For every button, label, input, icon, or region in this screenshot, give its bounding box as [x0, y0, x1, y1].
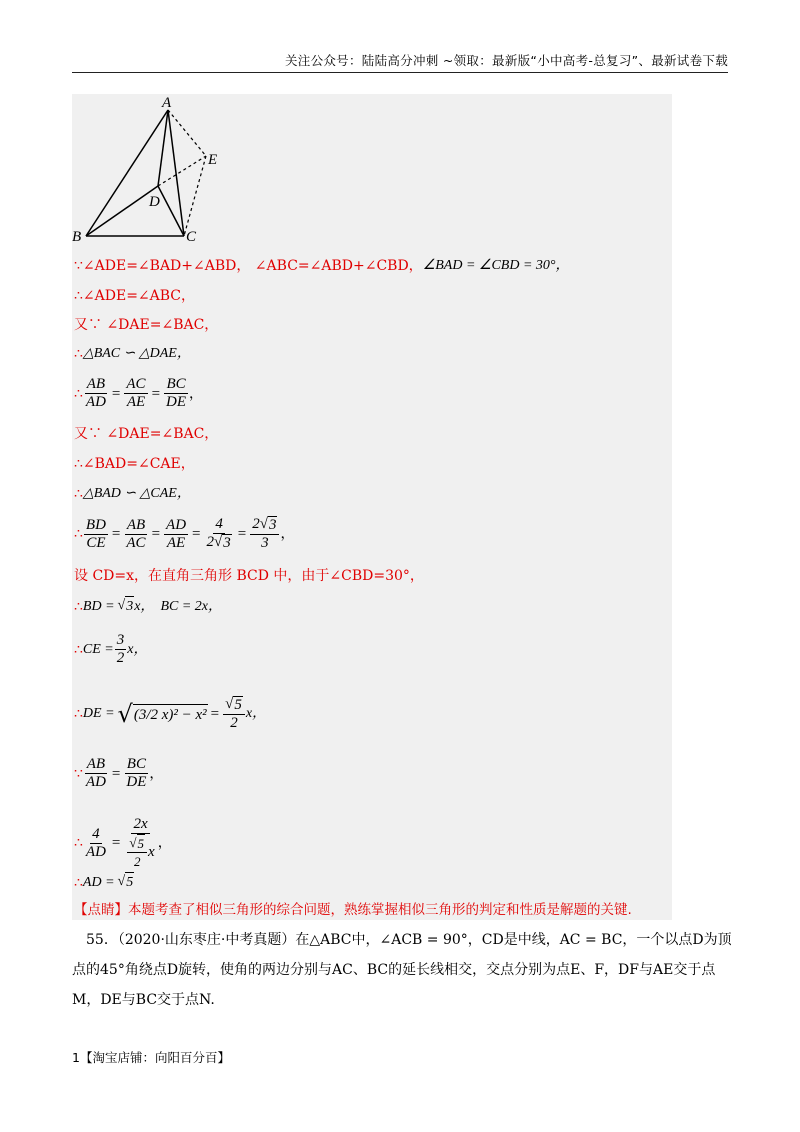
- header-text: 关注公众号：陆陆高分冲刺 ~领取：最新版“小中高考-总复习”、最新试卷下载: [284, 53, 728, 68]
- therefore-symbol: ∴: [74, 526, 83, 542]
- step-3-text: 又∵ ∠DAE=∠BAC，: [74, 317, 219, 333]
- step-7: [74, 454, 195, 474]
- therefore-symbol: ∴: [74, 346, 83, 362]
- page-footer: [72, 1048, 230, 1066]
- problem-55: [72, 925, 732, 1015]
- therefore-symbol: ∴: [74, 706, 83, 722]
- step-1: [74, 256, 570, 276]
- fraction: $\frac{BC}{DE}$: [166, 376, 187, 410]
- step-8-math: △BAD ∽ △CAE，: [82, 486, 191, 501]
- step-4: [74, 344, 191, 364]
- step-14: ∵ $\frac{AB}{AD}$ = $\frac{BC}{DE}$ ，: [74, 756, 164, 790]
- label-c: C: [186, 229, 197, 242]
- key-point-note: [74, 900, 632, 920]
- fraction: $\frac{AB}{AC}$: [126, 516, 146, 551]
- step-9: ∴ $\frac{BD}{CE}$ = $\frac{AB}{AC}$ = $\frac{AD}{AE}$ = 4 2 √ 3 = 2 √ 3 3 ，: [74, 516, 295, 551]
- label-e: E: [208, 152, 218, 168]
- step-7-text: ∴∠BAD=∠CAE，: [74, 456, 195, 472]
- fraction: $\frac{BD}{CE}$: [85, 516, 106, 551]
- step-16: ∴ AD = √ 5: [74, 872, 134, 893]
- step-13: ∴ DE = √ (3/2 x)² − x² = √ 5 2 x，: [74, 696, 267, 731]
- step-8: [74, 484, 191, 504]
- step-10-text: 设 CD=x，在直角三角形 BCD 中，由于∠CBD=30°，: [74, 568, 424, 584]
- fraction: 2 √ 3 3: [250, 516, 279, 552]
- step-1-text: ∵∠ADE=∠BAD+∠ABD， ∠ABC=∠ABD+∠CBD，: [74, 258, 423, 274]
- step-5: ∴ $\frac{AB}{AD}$ = $\frac{AC}{AE}$ = $\frac{BC}{DE}$ ，: [74, 376, 204, 410]
- fraction: $\frac{BC}{DE}$: [126, 756, 147, 790]
- step-6: [74, 424, 218, 444]
- fraction: $\frac{AB}{AD}$: [85, 756, 106, 790]
- footer-text: 1【淘宝店铺：向阳百分百】: [72, 1050, 230, 1065]
- label-b: B: [72, 229, 82, 242]
- therefore-symbol: ∴: [74, 835, 83, 851]
- step-2-text: ∴∠ADE=∠ABC，: [74, 288, 196, 304]
- step-3: [74, 315, 218, 335]
- label-a: A: [162, 95, 172, 111]
- fraction: 2x √ 5 2 x: [129, 816, 155, 869]
- step-4-math: △BAC ∽ △DAE，: [82, 346, 191, 361]
- step-10: [74, 566, 424, 586]
- triangle-diagram: [72, 94, 220, 242]
- segment-bd: [86, 186, 158, 236]
- therefore-symbol: ∴: [74, 641, 83, 658]
- therefore-symbol: ∴: [74, 598, 83, 615]
- step-2: [74, 286, 195, 306]
- geometry-figure: [72, 94, 220, 242]
- page-header: [72, 52, 728, 73]
- solution-block: [72, 94, 672, 920]
- fraction: $\frac{AB}{AD}$: [85, 376, 106, 410]
- fraction: √ 5 2: [223, 696, 245, 732]
- fraction: $\frac{AC}{AE}$: [126, 376, 146, 410]
- step-15: ∴ $\frac{4}{AD}$ = 2x √ 5 2 x ，: [74, 816, 172, 869]
- therefore-symbol: ∴: [74, 385, 83, 402]
- problem-text: 55．（2020·山东枣庄·中考真题）在△ABC中，∠ACB = 90°，CD是中线，AC = BC，一个以点D为顶点的45°角绕点D旋转，使角的两边分别与AC、BC的延长线相交，交点分别为点E、F，DF与AE交于点M，DE与BC交于点N.: [72, 932, 732, 1008]
- label-d: D: [149, 194, 160, 210]
- step-6-text: 又∵ ∠DAE=∠BAC，: [74, 426, 219, 442]
- note-text: 【点睛】本题考查了相似三角形的综合问题，熟练掌握相似三角形的判定和性质是解题的关键.: [74, 902, 632, 918]
- segment-ab: [86, 110, 168, 236]
- because-symbol: ∵: [74, 765, 83, 782]
- segment-ac: [168, 110, 184, 236]
- therefore-symbol: ∴: [74, 874, 83, 891]
- fraction: $\frac{4}{AD}$: [85, 825, 106, 860]
- step-11: ∴ BD = √ 3 x， BC = 2x，: [74, 596, 222, 617]
- fraction: $\frac{3}{2}$: [116, 632, 125, 666]
- segment-ec: [184, 156, 206, 236]
- therefore-symbol: ∴: [74, 486, 83, 502]
- fraction: 4 2 √ 3: [206, 516, 231, 551]
- step-1-math: ∠BAD = ∠CBD = 30°，: [422, 258, 570, 273]
- fraction: $\frac{AD}{AE}$: [166, 516, 187, 551]
- step-12: ∴ CE = $\frac{3}{2}$ x，: [74, 632, 148, 666]
- segment-ad: [158, 110, 168, 186]
